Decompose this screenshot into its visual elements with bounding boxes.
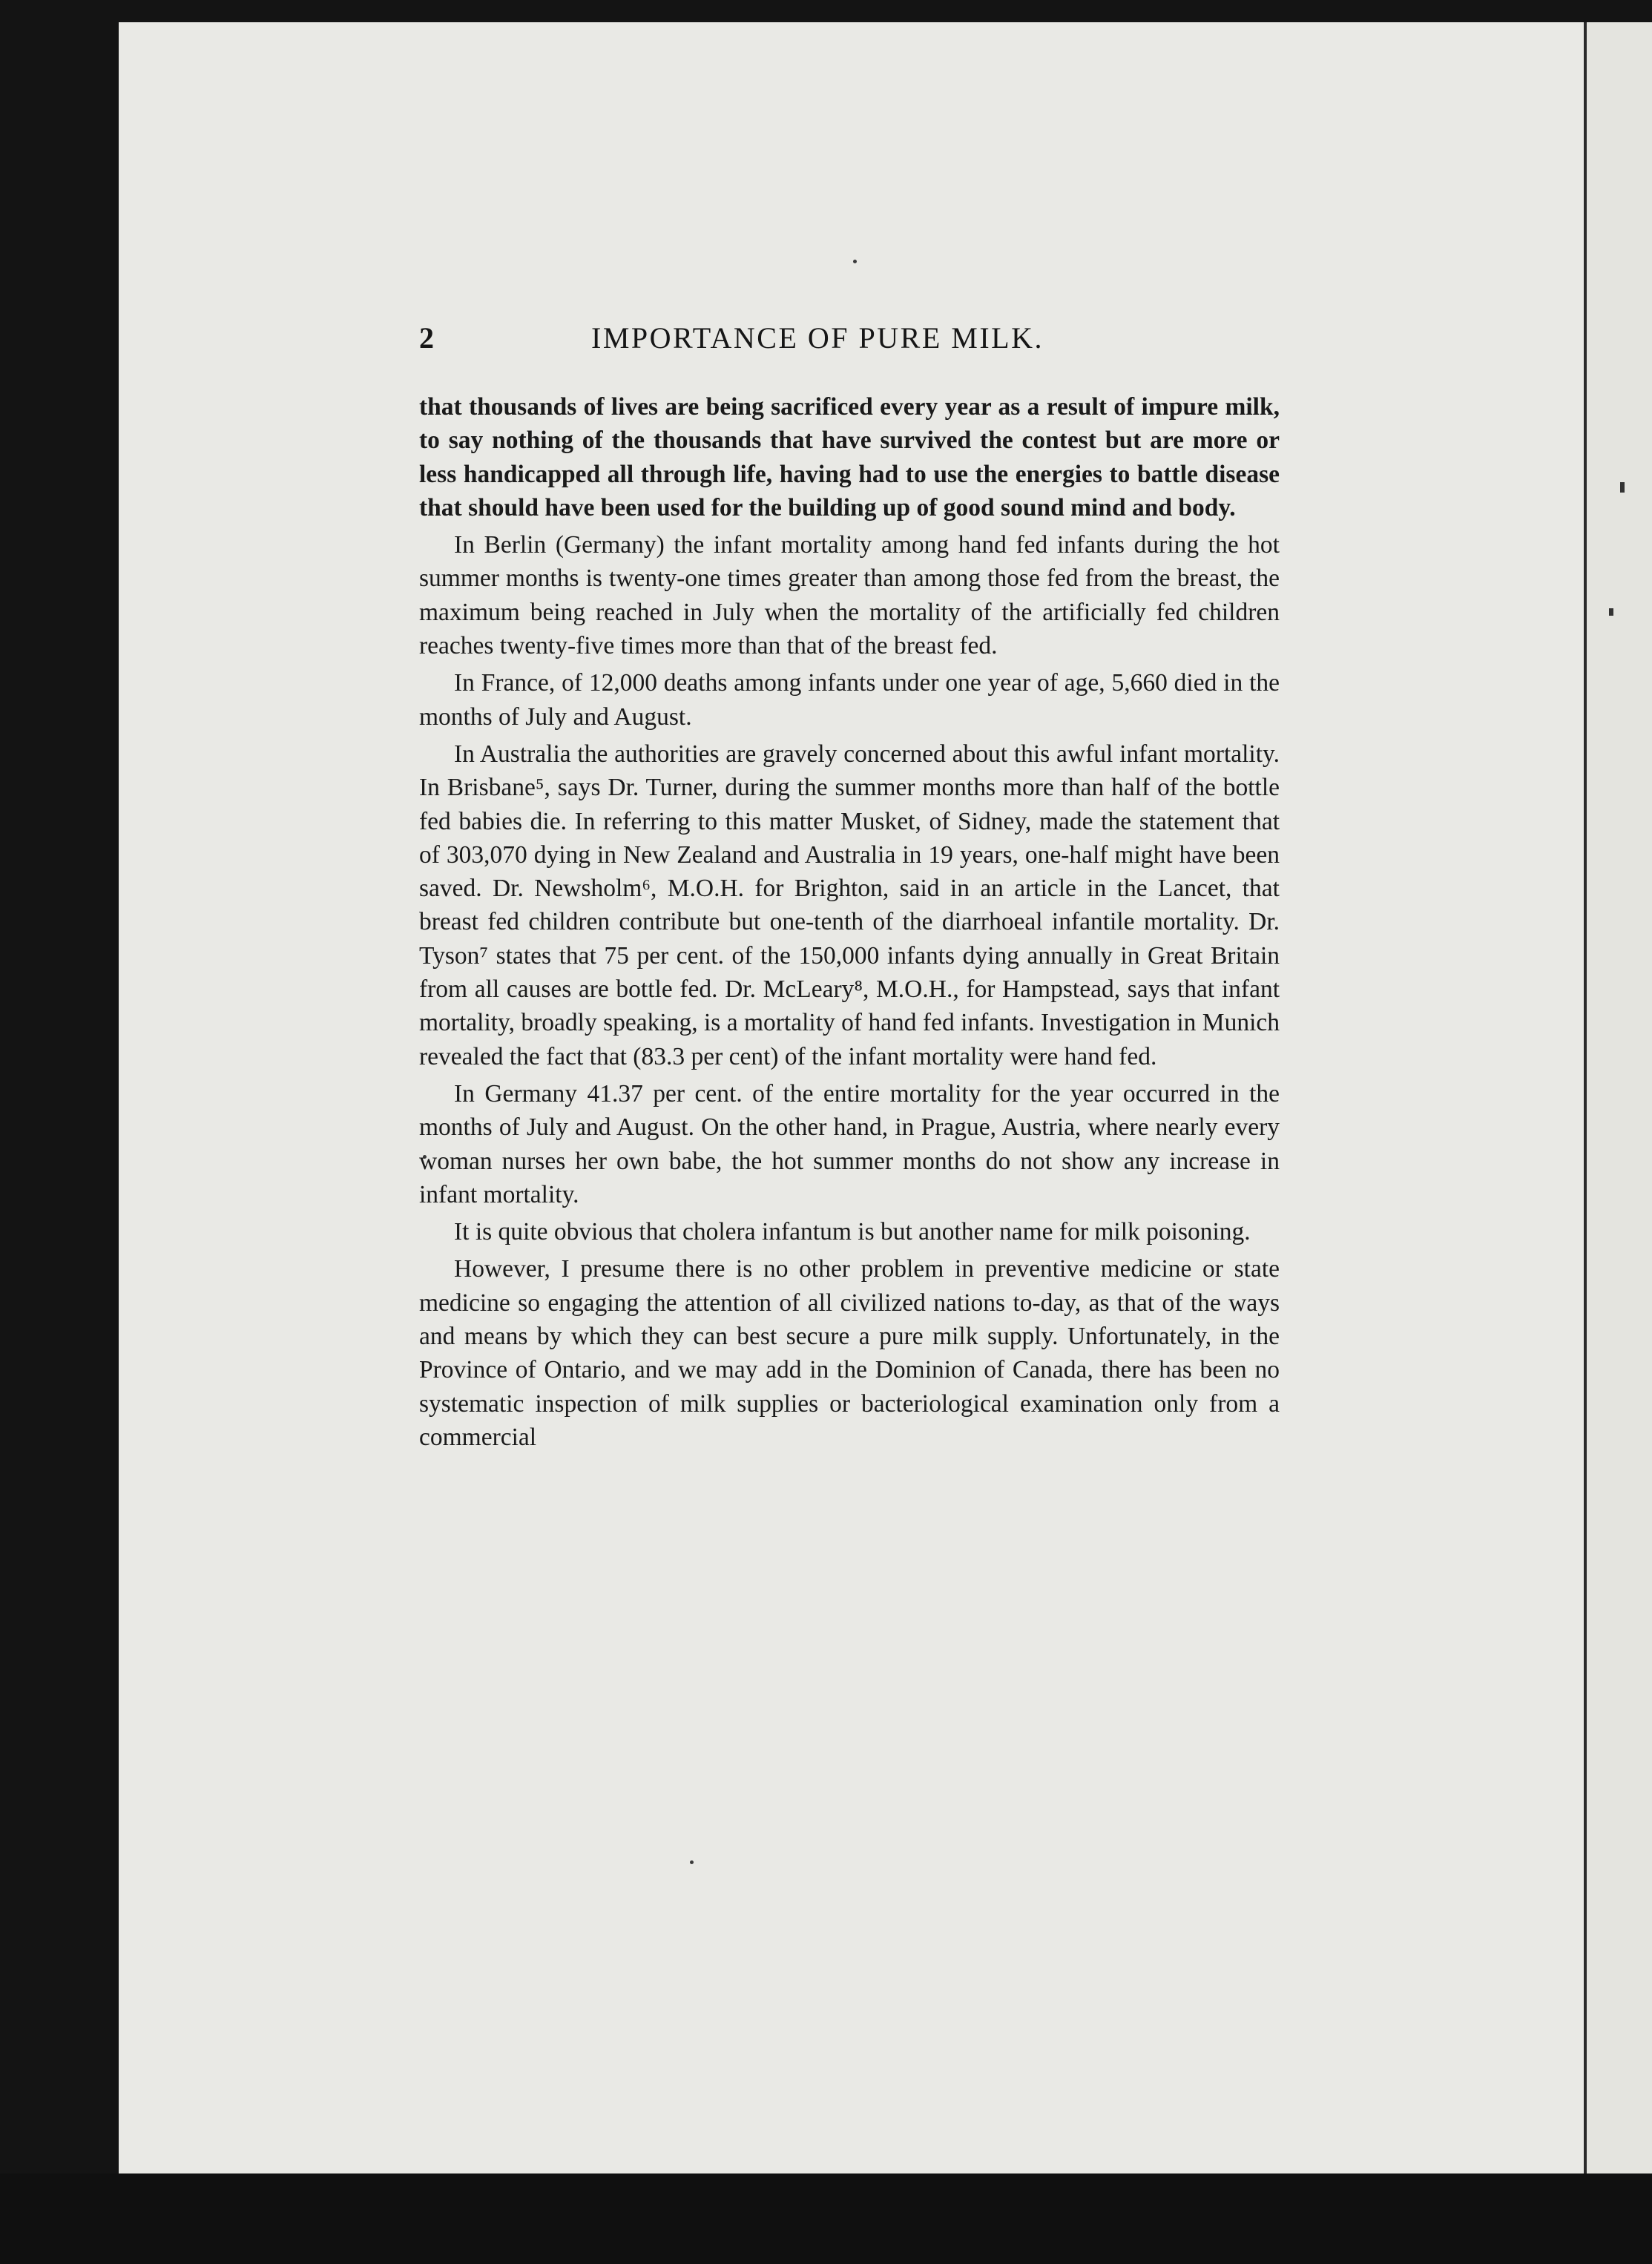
page-number: 2 [419,321,434,355]
paragraph: In Berlin (Germany) the infant mortality among hand fed infants during the hot summer months is twenty-one times greater than among those fed from the breast, the maximum being reached in July when the mortality of the artificially fed children reaches twenty-five times more than that of the breast fed. [419,531,1280,660]
page-header [419,320,1280,365]
adjacent-page-edge [1587,22,1652,2173]
scan-speck [690,1860,694,1864]
paragraph: It is quite obvious that cholera infantum is but another name for milk poisoning. [454,1218,1251,1246]
paragraph: However, I presume there is no other problem in preventive medicine or state medicine so engaging the attention of all civilized nations to-day, as that of the ways and means by which they can best secure a pure milk supply. Unfortunately, in the Province of Ontario, and we may add in the Dominion of Canada, there has been no systematic inspection of milk supplies or bacteriological examination only from a commercial [419,1255,1280,1451]
body-text [419,390,1280,1458]
paragraph: In Germany 41.37 per cent. of the entire mortality for the year occurred in the months of July and August. On the other hand, in Prague, Austria, where nearly every woman nurses her own babe, the hot summer months do not show any increase in infant mortality. [419,1079,1280,1208]
paragraph: In France, of 12,000 deaths among infants under one year of age, 5,660 died in the months of July and August. [419,669,1280,731]
adjacent-page-mark [1609,608,1613,616]
scan-bottom-edge [0,2173,1652,2264]
adjacent-page-mark [1620,482,1625,493]
paragraph: that thousands of lives are being sacrificed every year as a result of impure milk, to say nothing of the thousands that have survived the contest but are more or less handicapped all through life, having had to use the energies to battle disease that should have been used for the building up of good sound mind and body. [419,393,1280,521]
paragraph: In Australia the authorities are gravely concerned about this awful infant mortality. In Brisbane⁵, says Dr. Turner, during the summer months more than half of the bottle fed babies die. In referring to this matter Musket, of Sidney, made the statement that of 303,070 dying in New Zealand and Australia in 19 years, one-half might have been saved. Dr. Newsholm⁶, M.O.H. for Brighton, said in an article in the Lancet, that breast fed children contribute but one-tenth of the diarrhoeal infantile mortality. Dr. Tyson⁷ states that 75 per cent. of the 150,000 infants dying annually in Great Britain from all causes are bottle fed. Dr. McLeary⁸, M.O.H., for Hampstead, says that infant mortality, broadly speaking, is a mortality of hand fed infants. Investigation in Munich revealed the fact that (83.3 per cent) of the infant mortality were hand fed. [419,740,1280,1070]
scan-speck [853,260,857,263]
running-title: IMPORTANCE OF PURE MILK. [591,321,1044,355]
